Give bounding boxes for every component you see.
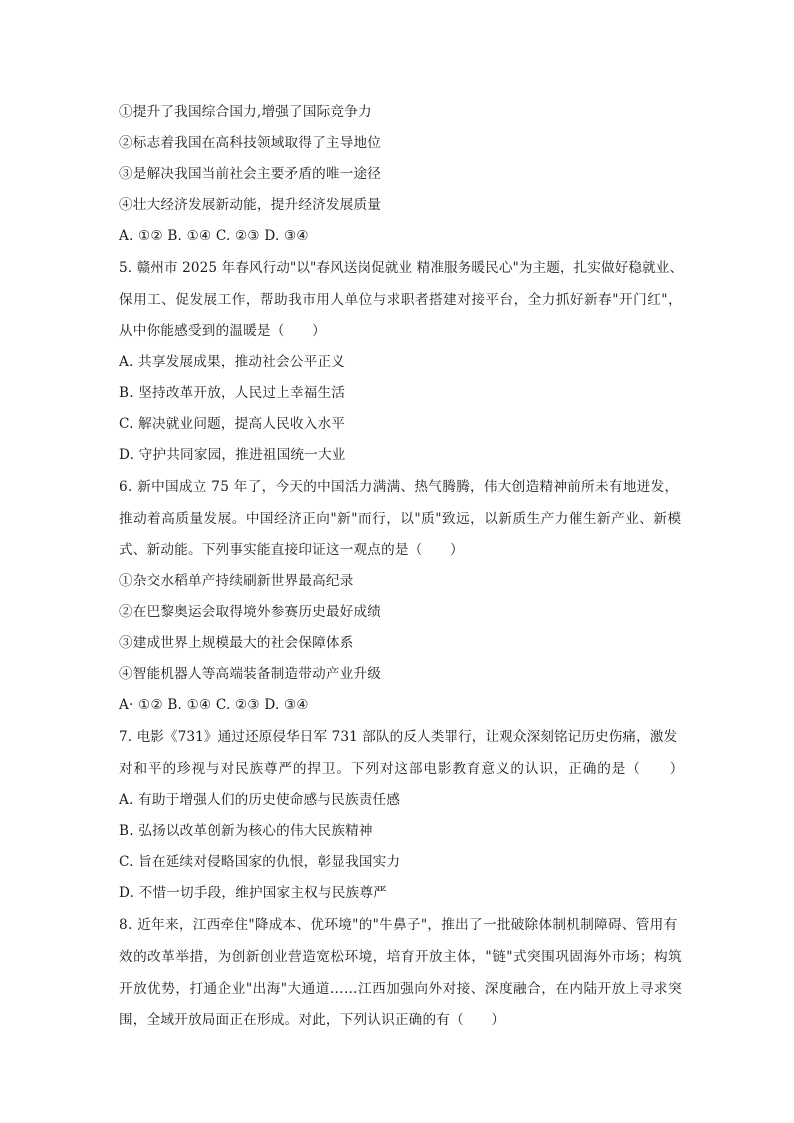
question-6-option-4: ④智能机器人等高端装备制造带动产业升级 — [119, 666, 382, 682]
question-5-choice-a: A. 共享发展成果，推动社会公平正义 — [119, 354, 345, 370]
question-6-line-2: 推动着高质量发展。中国经济正向"新"而行，以"质"致远，以新质生产力催生新产业、新模 — [119, 511, 682, 527]
question-6-line-1: 6. 新中国成立 75 年了，今天的中国活力满满、热气腾腾，伟大创造精神前所未有地迸发， — [119, 479, 679, 495]
question-7-line-1: 7. 电影《731》通过还原侵华日军 731 部队的反人类罪行，让观众深刻铭记历史伤痛，激发 — [119, 729, 678, 745]
question-5-choice-d: D. 守护共同家园，推进祖国统一大业 — [119, 447, 346, 463]
question-5-line-1: 5. 赣州市 2025 年春风行动"以"春风送岗促就业 精准服务暖民心"为主题，扎实做好稳就业、 — [119, 260, 684, 276]
question-7-choice-b: B. 弘扬以改革创新为核心的伟大民族精神 — [119, 823, 373, 839]
option-3: ③是解决我国当前社会主要矛盾的唯一途径 — [119, 166, 382, 182]
question-6-option-2: ②在巴黎奥运会取得境外参赛历史最好成绩 — [119, 604, 382, 620]
question-5-line-3: 从中你能感受到的温暖是（ ） — [119, 323, 326, 339]
question-6-line-3: 式、新动能。下列事实能直接印证这一观点的是（ ） — [119, 542, 464, 558]
question-8-line-1: 8. 近年来，江西牵住"降成本、优环境"的"牛鼻子"，推出了一批破除体制机制障碍、管用有 — [119, 917, 678, 933]
question-5-choice-c: C. 解决就业问题，提高人民收入水平 — [119, 416, 346, 432]
question-7-choice-c: C. 旨在延续对侵略国家的仇恨，彰显我国实力 — [119, 854, 401, 870]
question-7-choice-a: A. 有助于增强人们的历史使命感与民族责任感 — [119, 792, 401, 808]
question-8-line-2: 效的改革举措，为创新创业营造宽松环境，培育开放主体，"链"式突围巩固海外市场；构筑 — [119, 949, 683, 965]
question-6-option-3: ③建成世界上规模最大的社会保障体系 — [119, 635, 354, 651]
option-1: ①提升了我国综合国力,增强了国际竞争力 — [119, 104, 372, 120]
question-5-line-2: 保用工、促发展工作，帮助我市用人单位与求职者搭建对接平台，全力抓好新春"开门红"， — [119, 292, 683, 308]
question-8-line-3: 开放优势，打通企业"出海"大通道……江西加强向外对接、深度融合，在内陆开放上寻求突 — [119, 981, 683, 997]
question-6-answer-choices: A· ①② B. ①④ C. ②③ D. ③④ — [119, 697, 309, 713]
answer-choices: A. ①② B. ①④ C. ②③ D. ③④ — [119, 228, 309, 244]
question-8-line-4: 围，全域开放局面正在形成。对此，下列认识正确的有（ ） — [119, 1012, 506, 1028]
question-5-choice-b: B. 坚持改革开放，人民过上幸福生活 — [119, 385, 346, 401]
option-2: ②标志着我国在高科技领域取得了主导地位 — [119, 135, 382, 151]
question-7-line-2: 对和平的珍视与对民族尊严的捍卫。下列对这部电影教育意义的认识，正确的是（ ） — [119, 761, 685, 777]
question-6-option-1: ①杂交水稻单产持续刷新世界最高纪录 — [119, 573, 354, 589]
question-7-choice-d: D. 不惜一切手段，维护国家主权与民族尊严 — [119, 885, 387, 901]
option-4: ④壮大经济发展新动能，提升经济发展质量 — [119, 197, 382, 213]
